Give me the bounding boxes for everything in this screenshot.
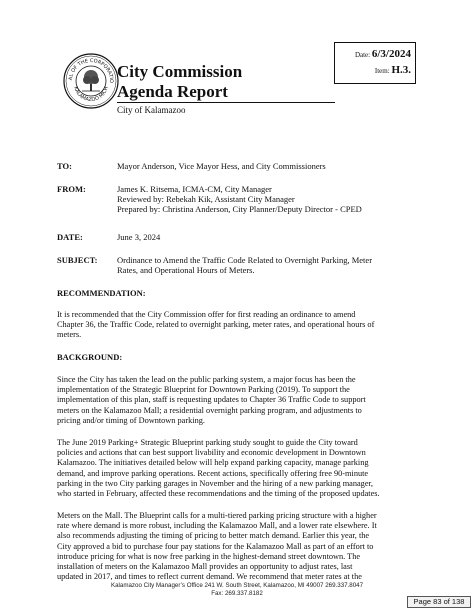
seal-text-top: AL OF THE CORPORATIO xyxy=(67,57,115,83)
paragraph-line: implementation of the Strategic Blueprint for Downtown Parking (2019). To support the xyxy=(57,385,350,395)
paragraph-line: City approved a bid to purchase four pay stations for the Kalamazoo Mall as part of an effort to xyxy=(57,541,374,551)
paragraph-line: Chapter 36, the Traffic Code, related to overnight parking, meter rates, and operational hours of xyxy=(57,320,375,330)
paragraph-line: who started in February, affected these recommendations and the timing of the proposed updates. xyxy=(57,488,380,498)
date-value: 6/3/2024 xyxy=(371,48,411,60)
date-item-box xyxy=(334,42,416,84)
paragraph-line: also recommends adjusting the timing of pricing to better match demand. Earlier this year, the xyxy=(57,531,370,541)
to-value xyxy=(117,161,417,171)
to-value-text: Mayor Anderson, Vice Mayor Hess, and City Commissioners xyxy=(117,161,326,171)
paragraph-line: meters on the Kalamazoo Mall; a residential overnight parking program, and adjustments to xyxy=(57,405,362,415)
date-label: Date: xyxy=(354,51,371,59)
paragraph-line: parking in the two City parking garages in November and the hiring of a new parking manager, xyxy=(57,478,374,488)
paragraph-line: introduce pricing for what is now free parking in the highest-demand street downtown. The xyxy=(57,551,361,561)
subject-line: Ordinance to Amend the Traffic Code Related to Overnight Parking, Meter xyxy=(117,255,373,265)
background-paragraph-3 xyxy=(57,511,417,582)
paragraph-line: policies and actions that can best support livability and economic development in Downtown xyxy=(57,448,366,458)
from-line: Prepared by: Christina Anderson, City Planner/Deputy Director - CPED xyxy=(117,204,362,214)
paragraph-line: updated in 2017, and times to reflect current demand. We recommend that meter rates at the xyxy=(57,572,362,582)
paragraph-line: Meters on the Mall. The Blueprint calls for a multi-tiered parking pricing structure with a higher xyxy=(57,511,377,520)
recommendation-paragraph xyxy=(57,310,417,341)
background-heading: BACKGROUND: xyxy=(57,352,123,362)
from-value xyxy=(117,184,417,214)
date-field-text: June 3, 2024 xyxy=(117,232,161,242)
item-label: Item: xyxy=(374,67,390,75)
date-line xyxy=(355,48,411,61)
paragraph-line: pricing and/or timing of Downtown parking. xyxy=(57,415,205,425)
report-title-line1: City Commission xyxy=(117,62,243,81)
date-field-label: DATE: xyxy=(57,232,83,242)
subject-value xyxy=(117,255,417,275)
background-paragraph-2 xyxy=(57,438,417,499)
title-divider xyxy=(117,102,335,103)
paragraph-line: demand, and improve parking operations. Recent actions, specifically offering free 90-minute xyxy=(57,468,369,478)
from-line: Reviewed by: Rebekah Kik, Assistant City Manager xyxy=(117,194,295,204)
to-label: TO: xyxy=(57,161,72,171)
subject-line: Rates, and Operational Hours of Meters. xyxy=(117,265,255,275)
footer-address: Kalamazoo City Manager’s Office 241 W. South Street, Kalamazoo, MI 49007 269.337.8047 xyxy=(110,582,364,589)
from-line: James K. Ritsema, ICMA-CM, City Manager xyxy=(117,184,272,194)
background-paragraph-1 xyxy=(57,375,417,426)
recommendation-heading: RECOMMENDATION: xyxy=(57,288,146,298)
paragraph-line: Kalamazoo. The initiatives detailed below will help expand parking capacity, manage parking xyxy=(57,458,369,468)
item-line xyxy=(375,64,411,77)
report-title-line2: Agenda Report xyxy=(117,82,228,101)
paragraph-line: rate where demand is more robust, including the Kalamazoo Mall, and a lower rate elsewhere. It xyxy=(57,521,377,531)
paragraph-line: meters. xyxy=(57,330,82,340)
seal-text-bottom: KALAMAZOO MICH xyxy=(72,85,110,104)
paragraph-line: implementation of this plan, staff is requesting updates to Chapter 36 Traffic Code to support xyxy=(57,395,366,405)
city-seal xyxy=(63,53,119,109)
subject-label: SUBJECT: xyxy=(57,255,98,265)
item-value: H.3. xyxy=(391,64,411,76)
paragraph-line: It is recommended that the City Commission offer for first reading an ordinance to amend xyxy=(57,310,356,319)
date-field-value xyxy=(117,232,417,242)
report-subtitle: City of Kalamazoo xyxy=(117,105,186,115)
paragraph-line: installation of meters on the Kalamazoo Mall provides an opportunity to adjust rates, last xyxy=(57,561,353,571)
paragraph-line: Since the City has taken the lead on the public parking system, a major focus has been the xyxy=(57,375,356,384)
from-label: FROM: xyxy=(57,184,86,194)
footer-fax: Fax: 269.337.8182 xyxy=(211,590,263,597)
paragraph-line: The June 2019 Parking+ Strategic Blueprint parking study sought to guide the City toward xyxy=(57,438,358,447)
page-number: Page 83 of 138 xyxy=(407,596,471,608)
